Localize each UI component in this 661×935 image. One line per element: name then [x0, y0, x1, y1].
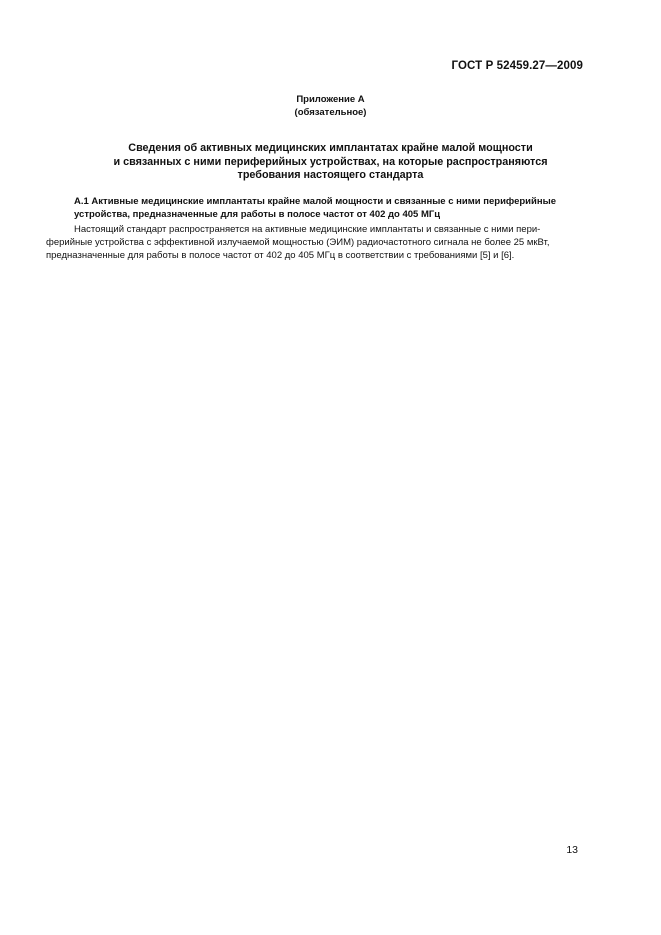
paragraph-line: Настоящий стандарт распространяется на активные медицинские имплантаты и связанные с ними пери-: [74, 224, 541, 235]
section-heading-line: А.1 Активные медицинские имплантаты крайне малой мощности и связанные с ними периферийные: [74, 196, 556, 207]
annex-label-block: [0, 93, 661, 119]
annex-title-line: требования настоящего стандарта: [237, 169, 424, 181]
section-paragraph: [46, 223, 584, 262]
section-heading: [74, 195, 584, 221]
annex-label: Приложение А: [296, 94, 365, 105]
paragraph-line: предназначенные для работы в полосе частот от 402 до 405 МГц в соответствии с требованиями [5] и [6].: [46, 250, 515, 261]
section-a1: [46, 195, 584, 262]
annex-title: [0, 142, 661, 183]
paragraph-line: ферийные устройства с эффективной излучаемой мощностью (ЭИМ) радиочастотного сигнала не более 25 мкВт,: [46, 237, 550, 248]
page-number: 13: [566, 844, 578, 856]
annex-title-line: и связанных с ними периферийных устройствах, на которые распространяются: [113, 155, 548, 168]
document-code: ГОСТ Р 52459.27—2009: [451, 60, 583, 72]
annex-title-line: Сведения об активных медицинских имплантатах крайне малой мощности: [128, 142, 533, 154]
section-heading-line: устройства, предназначенные для работы в полосе частот от 402 до 405 МГц: [74, 209, 441, 220]
annex-status: (обязательное): [294, 107, 367, 118]
